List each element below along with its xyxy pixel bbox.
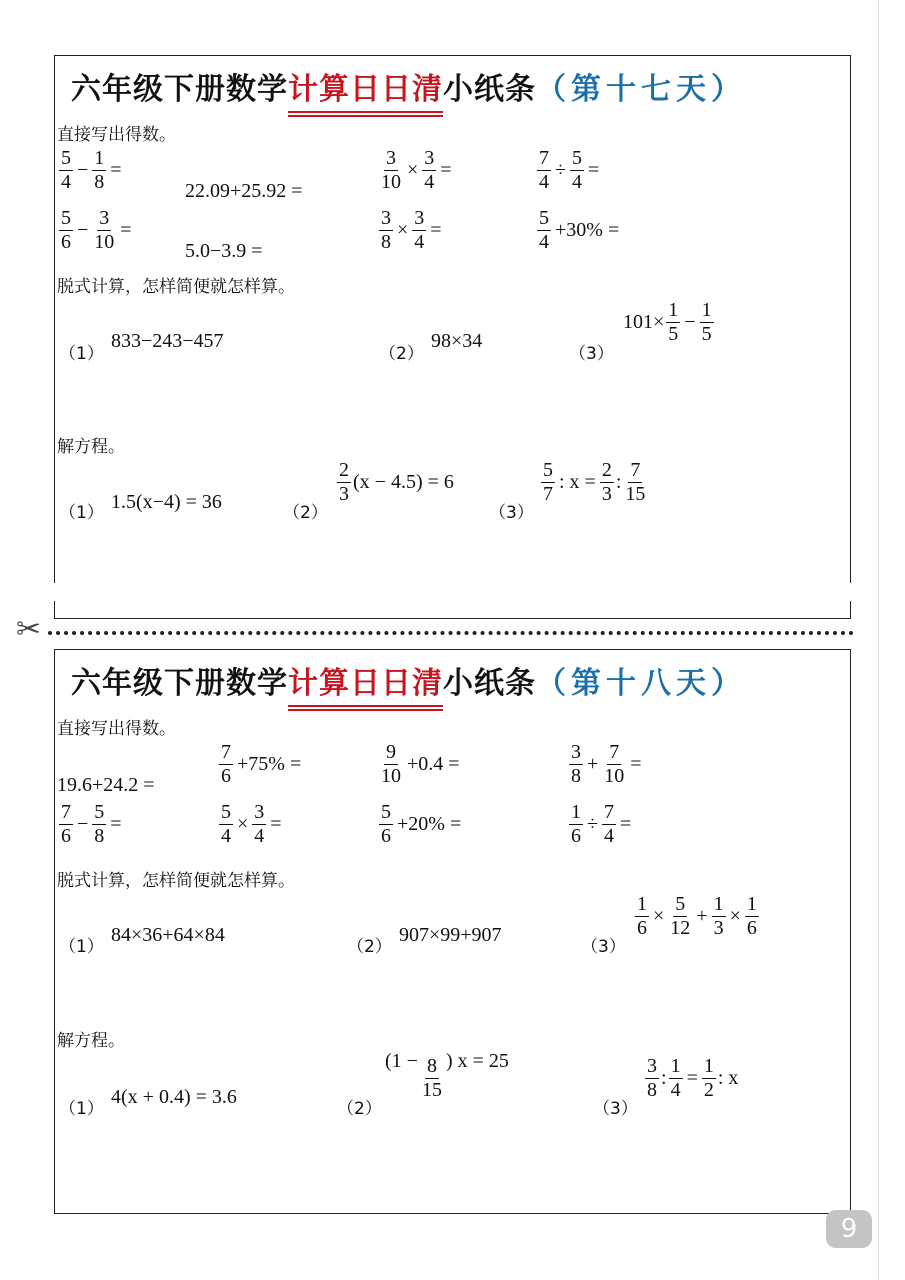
section-calc: 脱式计算，怎样简便就怎样算。 xyxy=(57,871,295,891)
oral-q7: $\frac{3}{8}$ × $\frac{3}{4}$ = xyxy=(381,207,442,253)
page-edge xyxy=(878,0,879,1280)
border-gap xyxy=(50,583,856,601)
calc-2: 98×34 xyxy=(431,330,483,352)
oral-q6: 5.0−3.9 = xyxy=(185,240,263,262)
oral-q5: 5 6 − $\frac{3}{10}$ = xyxy=(61,207,132,253)
equation-3: 3 8 : $\frac{1}{4}$ = $\frac{1}{2}$ : x xyxy=(647,1055,739,1101)
worksheet-title xyxy=(71,64,746,108)
worksheet-day-17 xyxy=(54,55,851,619)
title-grade: 六年级下册数学 xyxy=(71,72,288,107)
equation-3: 5 7 : x = $\frac{2}{3}$ : 7 15 xyxy=(543,459,646,505)
equation-2-label: （2） xyxy=(337,1099,382,1119)
equation-2-label: （2） xyxy=(283,503,328,523)
equation-1-label: （1） xyxy=(59,1099,104,1119)
title-suffix: 小纸条 xyxy=(443,666,536,701)
equation-2: 2 3 (x − 4.5) = 6 xyxy=(339,459,454,505)
title-highlight: 计算日日清 xyxy=(288,72,443,107)
oral-q2: 7 6 +75% = xyxy=(221,741,302,787)
calc-3-label: （3） xyxy=(569,344,614,364)
equation-1: 1.5(x−4) = 36 xyxy=(111,491,222,513)
calc-1-label: （1） xyxy=(59,937,104,957)
calc-3: $\frac{1}{6}$ × $\frac{5}{12}$ + $\frac{1}{3}$ × $\frac{1}{6}$ xyxy=(637,893,757,939)
oral-q8: 5 4 +30% = xyxy=(539,207,620,253)
oral-q7: 5 6 +20% = xyxy=(381,801,462,847)
oral-q5: 7 6 − $\frac{5}{8}$ = xyxy=(61,801,122,847)
worksheet-title xyxy=(71,658,746,702)
worksheet-day-18 xyxy=(54,649,851,1214)
oral-q4: $\frac{7}{4}$ ÷ $\frac{5}{4}$ = xyxy=(539,147,600,193)
equation-3-label: （3） xyxy=(489,503,534,523)
page-number-badge: 9 xyxy=(826,1210,872,1248)
title-day: （第十七天） xyxy=(536,72,746,107)
oral-q2: 22.09+25.92 = xyxy=(185,180,303,202)
title-suffix: 小纸条 xyxy=(443,72,536,107)
calc-2: 907×99+907 xyxy=(399,924,502,946)
calc-3: 101× $\frac{1}{5}$ − $\frac{1}{5}$ xyxy=(623,299,712,345)
calc-2-label: （2） xyxy=(347,937,392,957)
oral-q1: 19.6+24.2 = xyxy=(57,774,155,796)
calc-1: 833−243−457 xyxy=(111,330,224,352)
oral-q3: 9 10 +0.4 = xyxy=(381,741,460,787)
oral-q4: 3 8 + $\frac{7}{10}$ = xyxy=(571,741,642,787)
equation-2: (1 − $\frac{8}{15}$ ) x = 25 xyxy=(385,1050,509,1101)
calc-1: 84×36+64×84 xyxy=(111,924,225,946)
equation-3-label: （3） xyxy=(593,1099,638,1119)
title-grade: 六年级下册数学 xyxy=(71,666,288,701)
oral-q8: $\frac{1}{6}$ ÷ $\frac{7}{4}$ = xyxy=(571,801,632,847)
calc-2-label: （2） xyxy=(379,344,424,364)
section-oral: 直接写出得数。 xyxy=(57,125,176,145)
section-equation: 解方程。 xyxy=(57,1031,125,1051)
equation-1-label: （1） xyxy=(59,503,104,523)
calc-1-label: （1） xyxy=(59,344,104,364)
oral-q6: $\frac{5}{4}$ × $\frac{3}{4}$ = xyxy=(221,801,282,847)
equation-1: 4(x + 0.4) = 3.6 xyxy=(111,1086,237,1108)
scissors-icon: ✂ xyxy=(16,612,42,647)
cut-line xyxy=(48,631,854,635)
section-equation: 解方程。 xyxy=(57,437,125,457)
title-day: （第十八天） xyxy=(536,666,746,701)
title-highlight: 计算日日清 xyxy=(288,666,443,701)
section-oral: 直接写出得数。 xyxy=(57,719,176,739)
calc-3-label: （3） xyxy=(581,937,626,957)
oral-q1: 5 4 − $\frac{1}{8}$ = xyxy=(61,147,122,193)
section-calc: 脱式计算，怎样简便就怎样算。 xyxy=(57,277,295,297)
oral-q3: $\frac{3}{10}$ × $\frac{3}{4}$ = xyxy=(381,147,452,193)
